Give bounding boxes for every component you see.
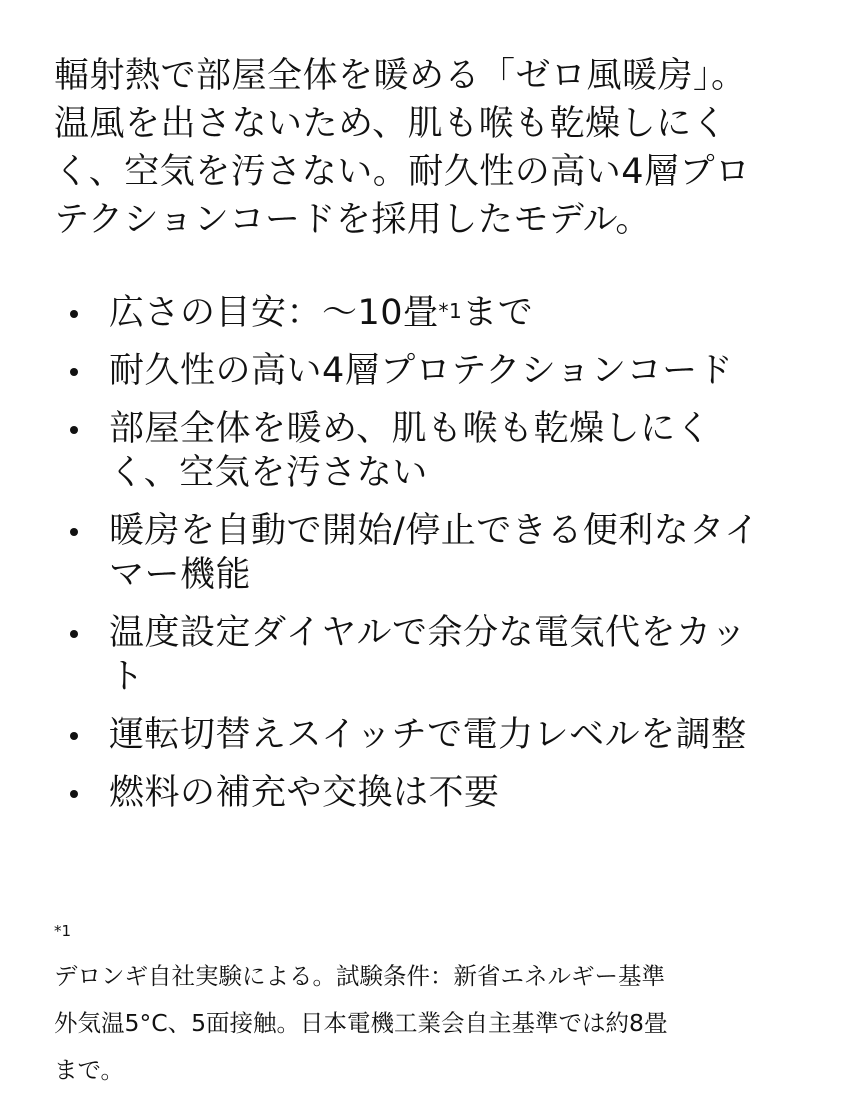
- intro-paragraph: [54, 52, 800, 244]
- feature-text: 部屋全体を暖め、肌も喉も乾燥しにく: [109, 409, 712, 449]
- bullet-dot-icon: [70, 368, 78, 376]
- feature-item-room-size: [54, 291, 800, 335]
- feature-text: 運転切替えスイッチで電力レベルを調整: [109, 715, 747, 755]
- bullet-dot-icon: [70, 310, 78, 318]
- feature-text: 燃料の補充や交換は不要: [109, 773, 500, 813]
- feature-item-no-fuel: [54, 771, 800, 815]
- intro-line: く、空気を汚さない。耐久性の高い4層プロ: [54, 152, 751, 192]
- feature-text: 温度設定ダイヤルで余分な電気代をカッ: [109, 613, 747, 653]
- footnote-ref: *1: [438, 299, 463, 323]
- footnote-mark: *1: [54, 922, 72, 940]
- feature-item-no-dry: [54, 407, 800, 495]
- feature-text: 暖房を自動で開始/停止できる便利なタイ: [109, 511, 760, 551]
- feature-text: マー機能: [109, 555, 252, 595]
- feature-item-switch: [54, 713, 800, 757]
- bullet-dot-icon: [70, 528, 78, 536]
- feature-item-cord: [54, 349, 800, 393]
- feature-text: ト: [109, 657, 145, 697]
- footnote-line: まで。: [54, 1056, 125, 1084]
- feature-list: [54, 291, 800, 815]
- intro-line: 輻射熱で部屋全体を暖める「ゼロ風暖房」。: [54, 56, 747, 96]
- footnote: [54, 906, 814, 1094]
- bullet-dot-icon: [70, 790, 78, 798]
- footnote-line: $^{*1}$ デロンギ自社実験による。試験条件：新省エネルギー基準: [54, 922, 665, 990]
- intro-line: 温風を出さないため、肌も喉も乾燥しにく: [54, 104, 728, 144]
- intro-line: テクションコードを採用したモデル。: [54, 200, 651, 240]
- footnote-line: 外気温5°C、5面接触。日本電機工業会自主基準では約8畳: [54, 1009, 668, 1037]
- bullet-dot-icon: [70, 732, 78, 740]
- bullet-dot-icon: [70, 630, 78, 638]
- bullet-dot-icon: [70, 426, 78, 434]
- feature-text: 耐久性の高い4層プロテクションコード: [109, 351, 734, 391]
- feature-item-dial: [54, 611, 800, 699]
- feature-text: 広さの目安：〜10畳$^{*1}$まで: [109, 293, 534, 333]
- feature-item-timer: [54, 509, 800, 597]
- feature-text: く、空気を汚さない: [109, 453, 428, 493]
